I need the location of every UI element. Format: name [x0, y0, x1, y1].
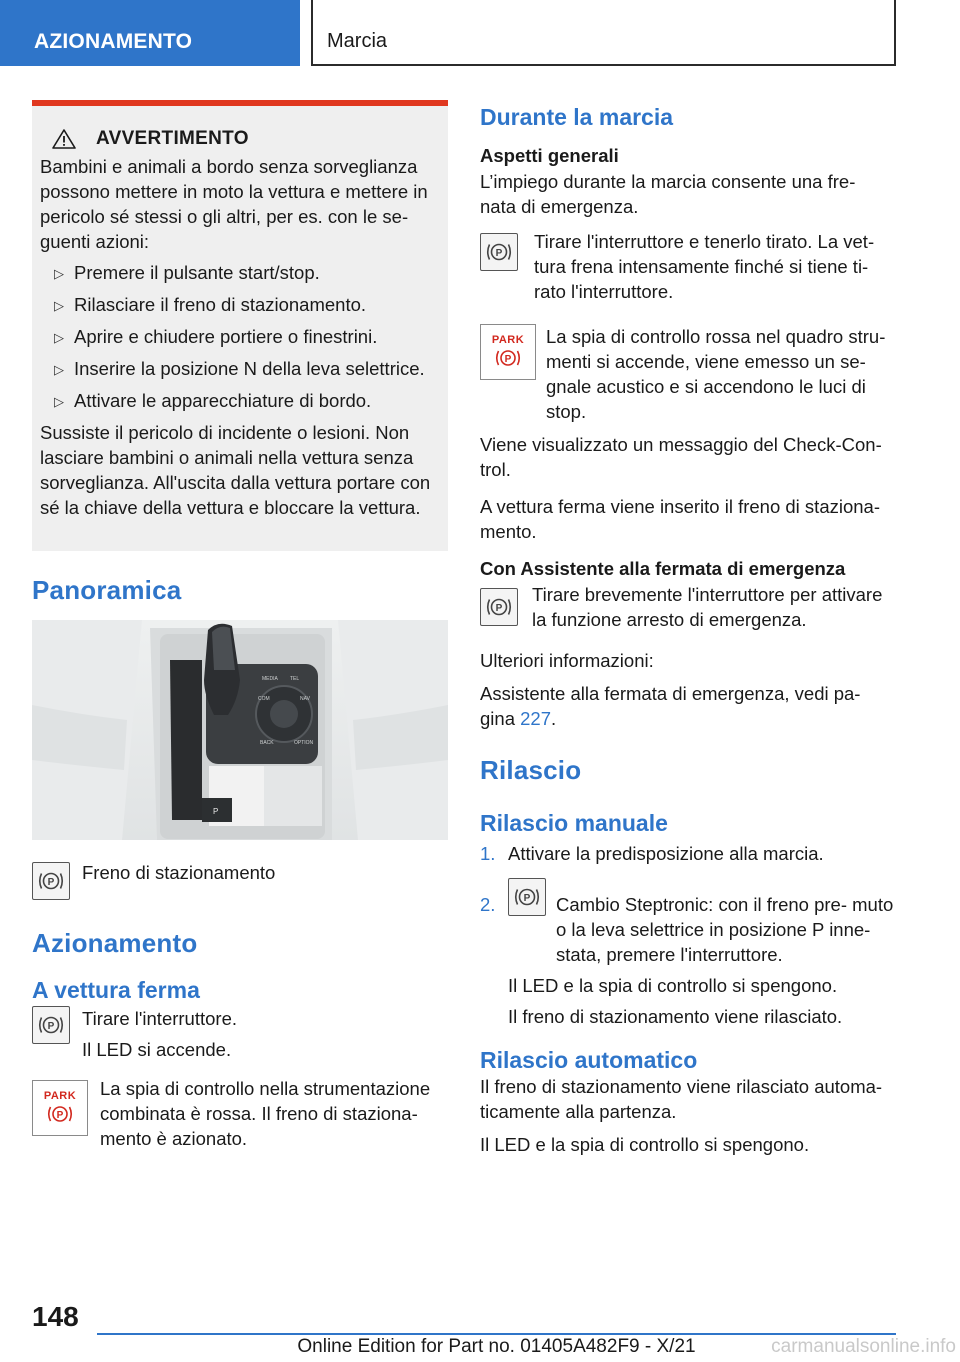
parking-brake-button-icon: [480, 233, 518, 271]
p-letter: P: [47, 877, 55, 888]
warning-outro: Sussiste il pericolo di incidente o lesioni. Non lasciare bambini o animali nella vettura senza sorveglianza. All'uscita dalla vettura portare con sé la chiave della vettura e bloccare la vettura.: [40, 422, 431, 518]
footer-edition: Online Edition for Part no. 01405A482F9 - X/21: [297, 1336, 696, 1357]
list-item: ▷ Aprire e chiudere portiere o finestrini.: [40, 324, 440, 349]
triangle-bullet-icon: ▷: [54, 266, 64, 281]
heading-assistente: Con Assistente alla fermata di emergenza: [480, 558, 846, 579]
p-letter: P: [47, 1021, 55, 1032]
heading-azionamento: Azionamento: [32, 928, 198, 958]
led-on-text: Il LED si accende.: [82, 1039, 232, 1060]
auto-led-off-text: Il LED e la spia di controllo si spengono.: [480, 1134, 810, 1155]
warning-triangle-icon: [52, 129, 76, 149]
list-item: 2. P Cambio Steptronic: con il freno pre- muto o la leva selettrice in posizione P inne- stata, premere l'interruttore. Il LED e la spia di controllo si spengono. Il freno di stazionamento viene rilasciato.: [480, 878, 896, 1029]
brake-released-text: Il freno di stazionamento viene rilasciato.: [508, 1006, 843, 1027]
emergency-switch-row: [480, 229, 896, 304]
triangle-bullet-icon: ▷: [54, 362, 64, 377]
media-label: MEDIA: [262, 676, 278, 682]
heading-a-vettura-ferma: A vettura ferma: [32, 977, 200, 1003]
list-item: ▷ Inserire la posizione N della leva selettrice.: [40, 356, 440, 381]
park-warning-light-icon: PARK P: [32, 1080, 88, 1136]
p-letter: P: [495, 603, 503, 614]
pull-switch-text: Tirare l'interruttore.: [82, 1008, 238, 1029]
warning-intro: Bambini e animali a bordo senza sorveglianza possono mettere in moto la vettura e mettere in pericolo sé stessi o gli altri, per es. con le se- guenti azioni:: [40, 156, 428, 252]
azionamento-text: [82, 1006, 237, 1062]
com-label: COM: [258, 696, 270, 702]
section-tab: [0, 0, 300, 66]
caption-text: Freno di stazionamento: [82, 862, 276, 883]
park-warning-light-icon: PARK P: [480, 324, 536, 380]
p-letter: P: [523, 893, 531, 904]
caption-row: [32, 862, 448, 900]
heading-rilascio-automatico: Rilascio automatico: [480, 1047, 698, 1073]
list-item: 1. Attivare la predisposizione alla marcia.: [480, 843, 824, 864]
list-item: ▷ Premere il pulsante start/stop.: [40, 260, 440, 285]
center-console-illustration: [32, 620, 448, 840]
warning-box: [32, 100, 448, 551]
parking-brake-button-icon: [32, 862, 70, 900]
more-info-label: Ulteriori informazioni:: [480, 650, 654, 671]
check-control-text: Viene visualizzato un messaggio del Check-Con- trol.: [480, 434, 882, 480]
heading-panoramica: Panoramica: [32, 575, 182, 605]
park-warning-row: [32, 1080, 448, 1151]
page-link[interactable]: 227: [520, 708, 551, 729]
warning-title-row: [40, 128, 440, 150]
heading-durante-la-marcia: Durante la marcia: [480, 104, 674, 130]
red-light-row: [480, 324, 896, 424]
azionamento-switch-row: [32, 1006, 448, 1062]
back-label: BACK: [260, 740, 274, 746]
led-off-text: Il LED e la spia di controllo si spengono.: [508, 975, 838, 996]
chapter-title: Marcia: [327, 30, 388, 52]
emergency-switch-text: Tirare l'interruttore e tenerlo tirato. La vet- tura frena intensamente finché si tiene ti- rato l'interruttore.: [534, 231, 875, 302]
assistente-switch-row: [480, 582, 896, 632]
heading-aspetti-generali: Aspetti generali: [480, 145, 619, 166]
parking-brake-button-icon: [480, 588, 518, 626]
p-letter: P: [504, 354, 512, 365]
park-warning-text: La spia di controllo nella strumentazione combinata è rossa. Il freno di staziona- mento è azionato.: [100, 1078, 431, 1149]
heading-rilascio-manuale: Rilascio manuale: [480, 810, 668, 836]
p-label: P: [213, 807, 219, 816]
center-console-photo: [32, 620, 448, 840]
triangle-bullet-icon: ▷: [54, 394, 64, 409]
heading-rilascio: Rilascio: [480, 755, 582, 785]
auto-release-text: Il freno di stazionamento viene rilasciato automa- ticamente alla partenza.: [480, 1076, 883, 1122]
triangle-bullet-icon: ▷: [54, 298, 64, 313]
see-page-text: Assistente alla fermata di emergenza, vedi pa- gina 227.: [480, 683, 861, 729]
chapter-tab: [311, 0, 896, 66]
footer-rule: [97, 1333, 896, 1335]
emergency-brake-intro: L’impiego durante la marcia consente una fre- nata di emergenza.: [480, 171, 856, 217]
warning-title: AVVERTIMENTO: [96, 128, 249, 149]
parking-brake-button-icon: [32, 1006, 70, 1044]
red-light-text: La spia di controllo rossa nel quadro stru- menti si accende, viene emesso un se- gnale acustico e si accendono le luci di stop.: [546, 326, 886, 422]
option-label: OPTION: [294, 740, 314, 746]
p-letter: P: [56, 1110, 64, 1121]
section-title: AZIONAMENTO: [34, 30, 193, 53]
p-letter: P: [495, 248, 503, 259]
watermark: carmanualsonline.info: [771, 1336, 956, 1357]
stopped-vehicle-text: A vettura ferma viene inserito il freno di staziona- mento.: [480, 496, 880, 542]
page-number: 148: [32, 1301, 79, 1332]
assistente-switch-text: Tirare brevemente l'interruttore per attivare la funzione arresto di emergenza.: [532, 584, 883, 630]
parking-brake-button-icon: [508, 878, 546, 916]
list-item: ▷ Rilasciare il freno di stazionamento.: [40, 292, 440, 317]
nav-label: NAV: [300, 696, 310, 702]
list-item: ▷ Attivare le apparecchiature di bordo.: [40, 388, 440, 413]
left-column: [32, 100, 448, 1151]
tel-label: TEL: [290, 676, 300, 682]
triangle-bullet-icon: ▷: [54, 330, 64, 345]
release-steps: [480, 841, 896, 1029]
right-column: [480, 100, 896, 1157]
warning-list: [40, 260, 440, 413]
